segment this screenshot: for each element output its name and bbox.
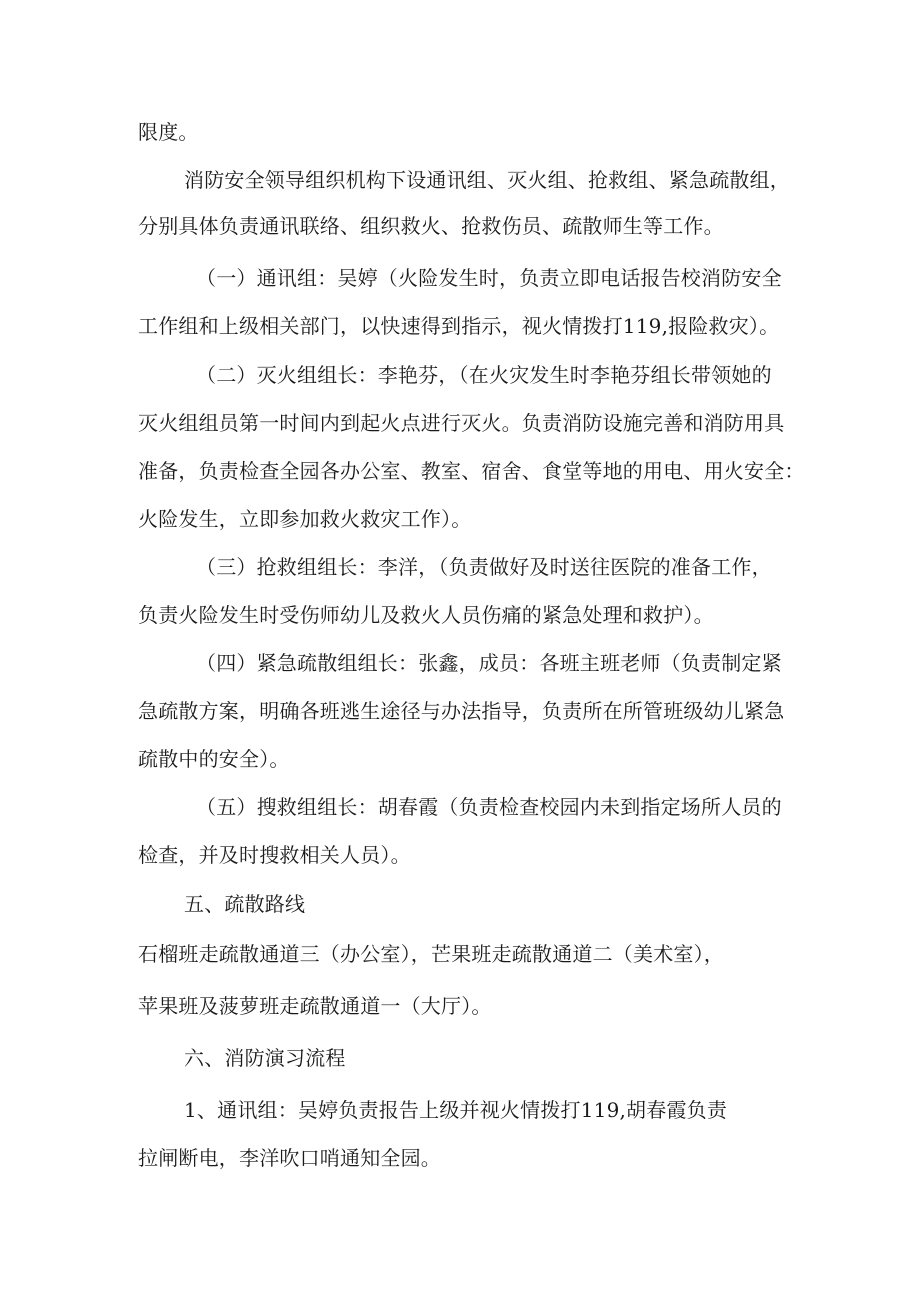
text-line: 石榴班走疏散通道三（办公室），芒果班走疏散通道二（美术室）， bbox=[138, 942, 724, 966]
text-line: 检查，并及时搜救相关人员）。 bbox=[138, 843, 411, 867]
text-line: 急疏散方案，明确各班逃生途径与办法指导，负责所在所管班级幼儿紧急 bbox=[138, 699, 785, 723]
paragraph-start: （四）紧急疏散组组长：张鑫，成员：各班主班老师（负责制定紧 bbox=[196, 651, 782, 675]
paragraph-start: （二）灭火组组长：李艳芬，（在火灾发生时李艳芬组长带领她的 bbox=[196, 363, 772, 387]
text-line: 限度。 bbox=[138, 120, 199, 144]
text-line: 拉闸断电，李洋吹口哨通知全园。 bbox=[138, 1146, 441, 1170]
text-line: 负责火险发生时受伤师幼儿及救火人员伤痛的紧急处理和救护）。 bbox=[138, 603, 714, 627]
text-line: 疏散中的安全）。 bbox=[138, 747, 290, 771]
paragraph-start: 消防安全领导组织机构下设通讯组、灭火组、抢救组、紧急疏散组， bbox=[184, 168, 790, 192]
text-line: 灭火组组员第一时间内到起火点进行灭火。负责消防设施完善和消防用具 bbox=[138, 411, 785, 435]
text-line: 苹果班及菠萝班走疏散通道一（大厅）。 bbox=[138, 994, 492, 1018]
paragraph-start: （三）抢救组组长：李洋，（负责做好及时送往医院的准备工作， bbox=[196, 555, 772, 579]
text-line: 火险发生，立即参加救火救灾工作）。 bbox=[138, 507, 472, 531]
text-line: 准备，负责检查全园各办公室、教室、宿舍、食堂等地的用电、用火安全： bbox=[138, 459, 805, 483]
section-heading: 五、疏散路线 bbox=[184, 892, 306, 916]
text-line: 分别具体负责通讯联络、组织救火、抢救伤员、疏散师生等工作。 bbox=[138, 214, 724, 238]
section-heading: 六、消防演习流程 bbox=[184, 1046, 346, 1070]
text-line: 工作组和上级相关部门，以快速得到指示，视火情拨打119,报险救灾）。 bbox=[138, 314, 780, 338]
paragraph-start: 1、通讯组：吴婷负责报告上级并视火情拨打119,胡春霞负责 bbox=[184, 1098, 728, 1122]
paragraph-start: （五）搜救组组长：胡春霞（负责检查校园内未到指定场所人员的 bbox=[196, 795, 782, 819]
paragraph-start: （一）通讯组：吴婷（火险发生时，负责立即电话报告校消防安全 bbox=[196, 266, 782, 290]
